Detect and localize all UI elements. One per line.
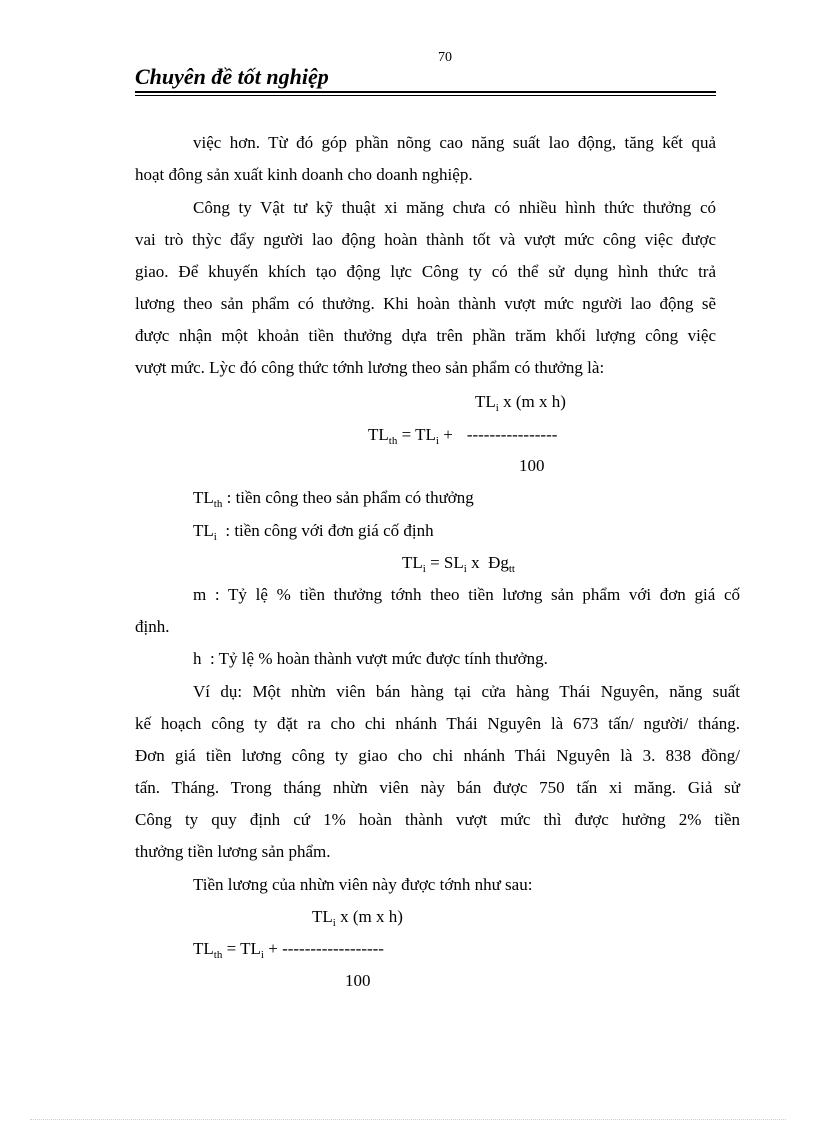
paragraph-line: kế hoạch công ty đặt ra cho chi nhánh Thái Nguyên là 673 tấn/ người/ tháng. bbox=[135, 714, 740, 733]
formula-equation: $TL_{th} = TL_i$ + ------------------ bbox=[193, 939, 384, 961]
paragraph-line: Đơn giá tiền lương công ty giao cho chi nhánh Thái Nguyên là 3. 838 đồng/ bbox=[135, 746, 740, 765]
paragraph-line: Công ty Vật tư kỹ thuật xi măng chưa có nhiều hình thức thưởng có bbox=[193, 198, 716, 217]
formula-tli: $TL_i = SL_i$ x $Đg_{tt}$ bbox=[402, 553, 515, 575]
paragraph-line: vai trò thỳc đẩy người lao động hoàn thành tốt và vượt mức công việc được bbox=[135, 230, 716, 249]
header-rule-thick bbox=[135, 91, 716, 93]
paragraph-line: tấn. Tháng. Trong tháng nhừn viên này bán được 750 tấn xi măng. Giả sử bbox=[135, 778, 740, 797]
paragraph-line: vượt mức. Lỳc đó công thức tớnh lương theo sản phẩm có thưởng là: bbox=[135, 358, 605, 377]
fraction-dashes: ---------------- bbox=[466, 425, 558, 444]
page-number: 70 bbox=[438, 50, 452, 65]
paragraph-line: lương theo sản phẩm có thưởng. Khi hoàn thành vượt mức người lao động sẽ bbox=[135, 294, 716, 313]
paragraph-line: giao. Để khuyến khích tạo động lực Công ty có thể sử dụng hình thức trả bbox=[135, 262, 716, 281]
definition-h: h : Tỷ lệ % hoàn thành vượt mức được tính thưởng. bbox=[193, 649, 548, 668]
fraction-dashes: ------------------ bbox=[282, 939, 384, 958]
formula-denominator: 100 bbox=[345, 971, 371, 990]
paragraph-line: Công ty quy định cứ 1% hoàn thành vượt mức thì được hưởng 2% tiền bbox=[135, 810, 740, 829]
formula-equation: $TL_{th} = TL_i$ + ---------------- bbox=[368, 425, 558, 447]
definition-m-continued: định. bbox=[135, 617, 170, 636]
header-rule-thin bbox=[135, 95, 716, 96]
paragraph-line: được nhận một khoản tiền thưởng dựa trên phần trăm khối lượng công việc bbox=[135, 326, 716, 345]
calculation-intro: Tiền lương của nhừn viên này được tớnh như sau: bbox=[193, 875, 533, 894]
definition-tlth: $TL_{th}$ : tiền công theo sản phẩm có thưởng bbox=[193, 488, 474, 510]
formula-numerator: $TL_i$ x (m x h) bbox=[312, 907, 403, 929]
paragraph-line: hoạt đông sản xuất kinh doanh cho doanh nghiệp. bbox=[135, 165, 473, 184]
paragraph-line: Ví dụ: Một nhừn viên bán hàng tại cửa hàng Thái Nguyên, năng suất bbox=[193, 682, 740, 701]
paragraph-line: việc hơn. Từ đó góp phần nõng cao năng suất lao động, tăng kết quả bbox=[193, 133, 716, 152]
paragraph-line: thưởng tiền lương sản phẩm. bbox=[135, 842, 331, 861]
formula-numerator: $TL_i$ x (m x h) bbox=[475, 392, 566, 414]
definition-m: m : Tỷ lệ % tiền thưởng tớnh theo tiền lương sản phẩm với đơn giá cố bbox=[193, 585, 740, 604]
page-bottom-border bbox=[30, 1119, 786, 1120]
formula-denominator: 100 bbox=[519, 456, 545, 475]
definition-tli: $TL_i$ : tiền công với đơn giá cố định bbox=[193, 521, 434, 543]
header-title: Chuyên đề tốt nghiệp bbox=[135, 64, 329, 89]
